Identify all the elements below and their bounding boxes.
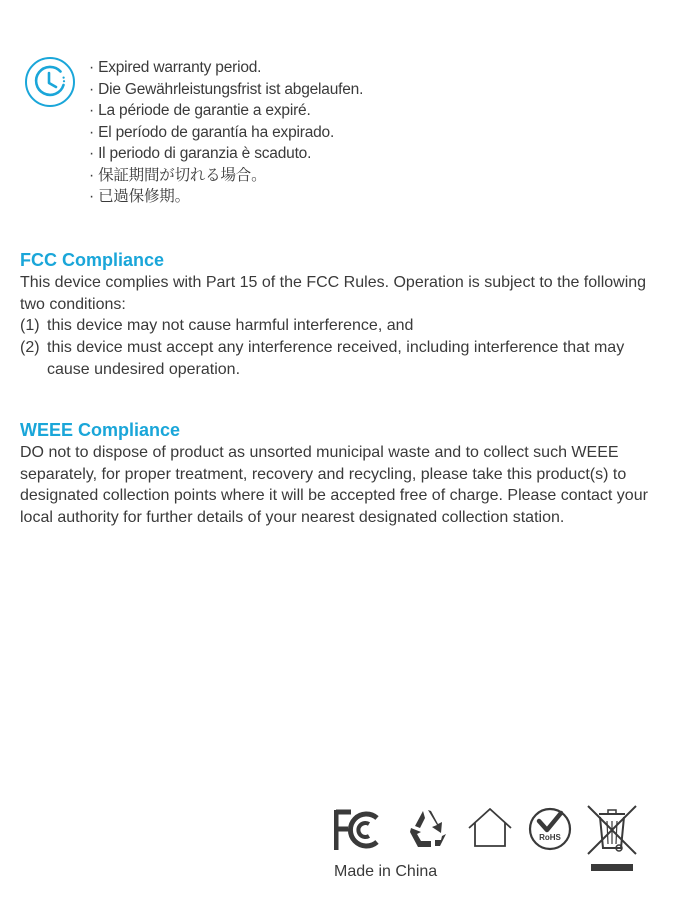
- condition-text: this device may not cause harmful interference, and: [47, 317, 414, 335]
- warranty-item-ja: · 保証期間が切れる場合。: [89, 165, 363, 187]
- weee-bin-icon: [586, 804, 638, 876]
- weee-compliance-section: [20, 419, 660, 529]
- recycle-icon: [404, 806, 452, 854]
- made-in-label: Made in China: [334, 863, 438, 880]
- weee-title: WEEE Compliance: [20, 420, 181, 440]
- fcc-logo: [334, 808, 384, 852]
- fcc-title: FCC Compliance: [20, 250, 165, 270]
- house-icon: [466, 806, 514, 852]
- weee-body: DO not to dispose of product as unsorted municipal waste and to collect such WEEE separately, for proper treatment, recovery and recycling, please take this product(s) to designated collection points where it will be accepted free of charge. Please contact your local authority for further details of your nearest designated collection station.: [20, 444, 648, 527]
- warranty-expired-list: [89, 57, 363, 208]
- warranty-item-es: · El período de garantía ha expirado.: [89, 122, 363, 144]
- rohs-logo: [528, 807, 572, 851]
- warranty-item-fr: · La période de garantie a expiré.: [89, 100, 363, 122]
- condition-number: (2): [20, 339, 40, 357]
- rohs-label: RoHS: [539, 833, 561, 842]
- fcc-condition-2: [20, 337, 660, 380]
- certification-logos: [334, 806, 644, 856]
- fcc-intro: This device complies with Part 15 of the FCC Rules. Operation is subject to the following two conditions:: [20, 274, 647, 313]
- clock-icon: [24, 56, 76, 108]
- condition-number: (1): [20, 317, 40, 335]
- warranty-item-zh: · 已過保修期。: [89, 186, 363, 208]
- warranty-item-it: · Il periodo di garanzia è scaduto.: [89, 143, 363, 165]
- fcc-compliance-section: [20, 249, 660, 381]
- condition-text: this device must accept any interference received, including interference that may cause undesired operation.: [47, 339, 625, 378]
- warranty-item-en: · Expired warranty period.: [89, 57, 363, 79]
- fcc-condition-1: [20, 315, 660, 337]
- warranty-item-de: · Die Gewährleistungsfrist ist abgelaufen.: [89, 79, 363, 101]
